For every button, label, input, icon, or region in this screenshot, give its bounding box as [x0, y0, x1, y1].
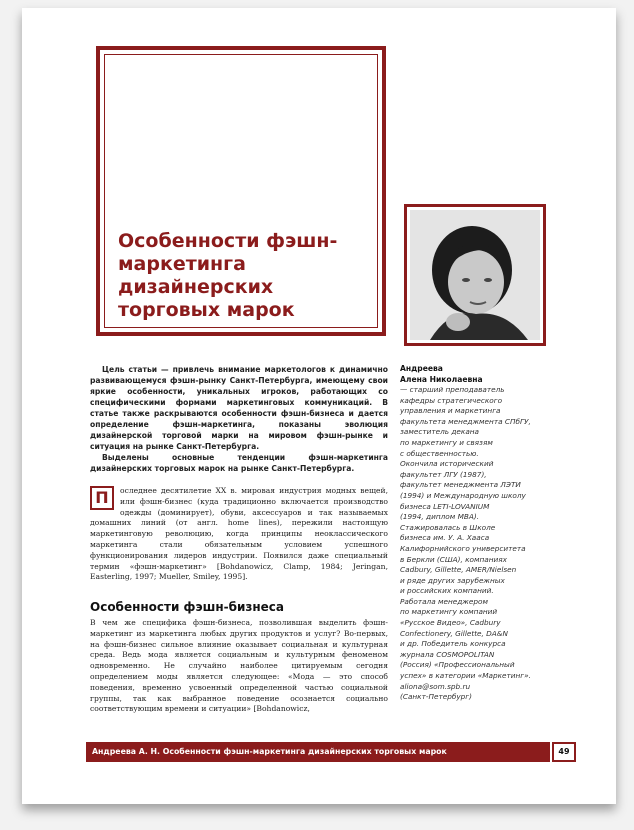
author-given-names: Алена Николаевна — [400, 374, 483, 384]
body-paragraph-1: оследнее десятилетие XX в. мировая индустрия модных вещей, или фэшн-бизнес (куда традиционно включается производство одежды (доминирует), обуви, аксессуаров и так называемых домашних линий (от англ. home lines), пережили настоящую маркетинговую революцию, когда принципы неоклассического маркетинга стали обязательным условием успешного функционирования лидеров индустрии. Появился даже специальный термин «фэшн-маркетинг» [Bohdanowicz, Clamp, 1984; Jeringan, Easterling, 1997; Mueller, Smiley, 1995]. — [90, 486, 388, 582]
article-abstract — [90, 364, 388, 474]
running-footer: Андреева А. Н. Особенности фэшн-маркетинга дизайнерских торговых марок — [86, 742, 550, 762]
author-portrait-image — [410, 210, 540, 340]
abstract-paragraph-2: Выделены основные тенденции фэшн-маркетинга дизайнерских торговых марок на рынке Санкт-Петербурга. — [90, 453, 388, 473]
drop-cap: П — [90, 486, 114, 510]
author-info — [400, 364, 550, 703]
abstract-paragraph-1: Цель статьи — привлечь внимание маркетологов к динамично развивающемуся фэшн-рынку Санкт-Петербурга, имеющему свои яркие особенности, уникальных игроков, работающих со специфическими формами маркетинговых коммуникаций. В статье также раскрываются особенности фэшн-бизнеса и дается определение фэшн-маркетинга, показаны эволюция дизайнерской торговой марки на мировом фэшн-рынке и ситуация на рынке Санкт-Петербурга. — [90, 365, 388, 451]
body-paragraph-2: В чем же специфика фэшн-бизнеса, позволившая выделить фэшн-маркетинг из маркетинга любых других продуктов и услуг? Во-первых, на фэшн-бизнес сильное влияние оказывает социальная и культурная среда. Ведь мода является социальным и культурным феноменом одновременно. Не случайно наиболее цитируемым сегодня определением моды является следующее: «Мода — это способ поведения, временно усвоенный определенной частью социальной группы, так как выбранное поведение осознается социально соответствующим времени и ситуации» [Bohdanowicz, — [90, 618, 388, 714]
author-photo — [410, 210, 540, 340]
author-bio: — старший преподаватель кафедры стратегического управления и маркетинга факультета менеджмента СПбГУ, заместитель декана по маркетингу и связям с общественностью. Окончила исторический факультет ЛГУ (1987), факультет менеджмента ЛЭТИ (1994) и Международную школу бизнеса LETI-LOVANIUM (1994, диплом MBA). Стажировалась в Школе бизнеса им. У. А. Хааса Калифорнийского университета в Беркли (США), компаниях Cadbury, Gillette, AMER/Nielsen и ряде других зарубежных и российских компаний. Работала менеджером по маркетингу компаний «Русское Видео», Cadbury Confectionery, Gillette, DA&N и др. Победитель конкурса журнала COSMOPOLITAN (Россия) «Профессиональный успех» в категории «Маркетинг». aliona@som.spb.ru (Санкт-Петербург) — [400, 385, 531, 702]
article-body-section — [90, 618, 388, 715]
section-heading: Особенности фэшн-бизнеса — [90, 600, 284, 614]
page-number: 49 — [554, 744, 574, 760]
article-body-intro — [90, 486, 388, 583]
author-surname: Андреева — [400, 364, 443, 373]
article-title: Особенности фэшн-маркетинга дизайнерских торговых марок — [118, 230, 338, 321]
